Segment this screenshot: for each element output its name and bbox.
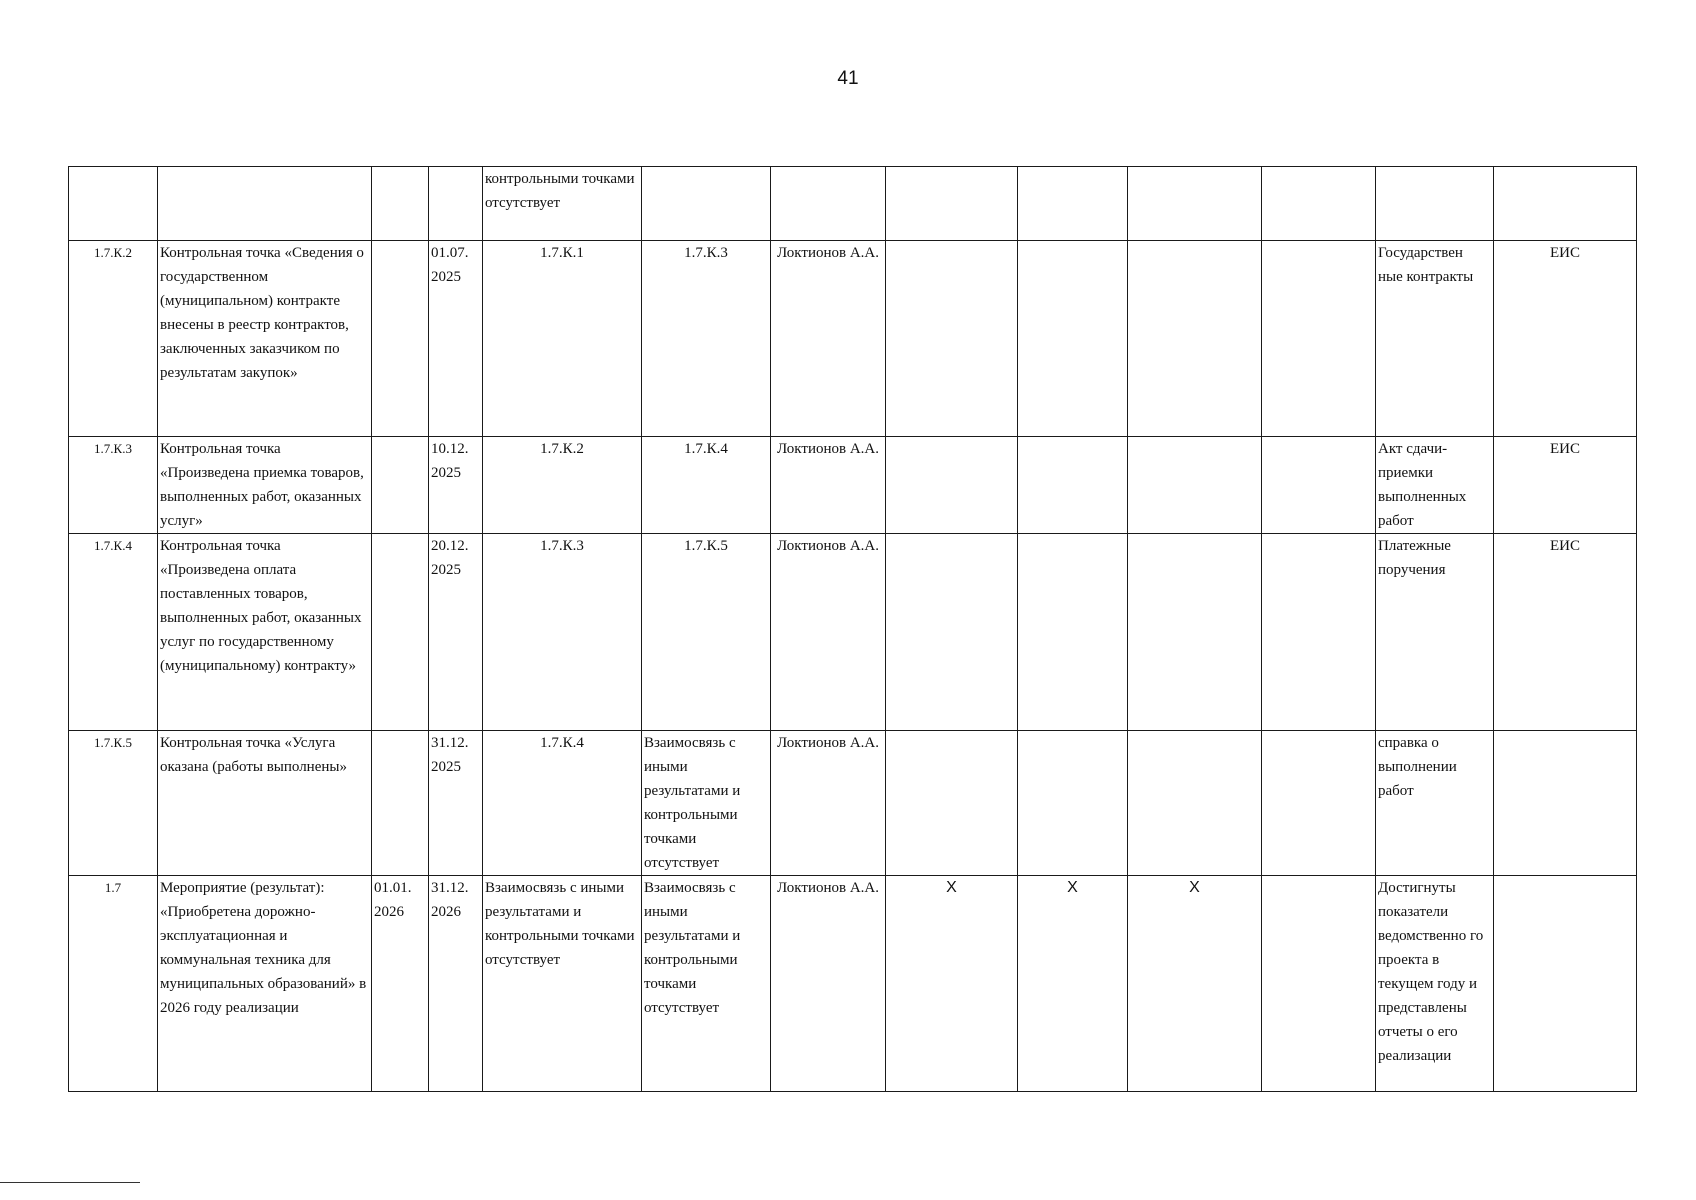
row-name: Контрольная точка «Произведена приемка товаров, выполненных работ, оказанных услуг» [158,437,372,534]
row-name: Мероприятие (результат): «Приобретена дорожно-эксплуатационная и коммунальная техника для муниципальных образований» в 2026 году реализации [158,876,372,1092]
row-document: Государствен ные контракты [1376,241,1494,437]
row-number: 1.7.К.3 [69,437,158,534]
row-predecessor: 1.7.К.3 [483,534,642,731]
row-blank [1262,534,1376,731]
row-name: Контрольная точка «Сведения о государственном (муниципальном) контракте внесены в реестр контрактов, заключенных заказчиком по результатам закупок» [158,241,372,437]
table-row [69,731,1637,876]
row-successor: Взаимосвязь с иными результатами и контрольными точками отсутствует [642,731,771,876]
row-number: 1.7.К.5 [69,731,158,876]
row-mark-3: Х [1128,876,1262,1092]
row-successor: Взаимосвязь с иными результатами и контрольными точками отсутствует [642,876,771,1092]
row-mark-2: Х [1018,876,1128,1092]
row-blank [1262,437,1376,534]
row-start-date: 01.01. 2026 [372,876,429,1092]
row-end-date: 31.12. 2025 [429,731,483,876]
row-start-date [372,437,429,534]
row-responsible: Локтионов А.А. [771,876,886,1092]
row-mark-2 [1018,534,1128,731]
row-document: Платежные поручения [1376,534,1494,731]
row-name: Контрольная точка «Услуга оказана (работы выполнены» [158,731,372,876]
row-document [1376,167,1494,241]
row-blank [1262,876,1376,1092]
row-system [1494,876,1637,1092]
row-predecessor: контрольными точками отсутствует [483,167,642,241]
row-name [158,167,372,241]
row-system: ЕИС [1494,241,1637,437]
row-predecessor: Взаимосвязь с иными результатами и контрольными точками отсутствует [483,876,642,1092]
table-row [69,534,1637,731]
row-end-date [429,167,483,241]
row-mark-1 [886,241,1018,437]
row-start-date [372,534,429,731]
row-mark-2 [1018,731,1128,876]
row-blank [1262,167,1376,241]
row-predecessor: 1.7.К.1 [483,241,642,437]
row-successor [642,167,771,241]
table-row [69,241,1637,437]
row-document: Достигнуты показатели ведомственно го проекта в текущем году и представлены отчеты о его реализации [1376,876,1494,1092]
row-system [1494,167,1637,241]
row-end-date: 20.12. 2025 [429,534,483,731]
row-end-date: 01.07. 2025 [429,241,483,437]
table-row [69,167,1637,241]
row-mark-2 [1018,167,1128,241]
row-predecessor: 1.7.К.4 [483,731,642,876]
control-points-table [68,166,1637,1092]
row-blank [1262,731,1376,876]
row-mark-3 [1128,437,1262,534]
row-mark-1: Х [886,876,1018,1092]
page-number: 41 [837,68,859,89]
row-responsible: Локтионов А.А. [771,731,886,876]
row-mark-2 [1018,241,1128,437]
row-predecessor: 1.7.К.2 [483,437,642,534]
row-number: 1.7.К.2 [69,241,158,437]
row-successor: 1.7.К.3 [642,241,771,437]
row-responsible [771,167,886,241]
row-blank [1262,241,1376,437]
row-responsible: Локтионов А.А. [771,437,886,534]
row-system: ЕИС [1494,437,1637,534]
row-mark-1 [886,534,1018,731]
row-system [1494,731,1637,876]
row-name: Контрольная точка «Произведена оплата поставленных товаров, выполненных работ, оказанных услуг по государственному (муниципальному) контракту» [158,534,372,731]
row-document: Акт сдачи-приемки выполненных работ [1376,437,1494,534]
row-mark-3 [1128,731,1262,876]
row-mark-1 [886,437,1018,534]
row-end-date: 10.12. 2025 [429,437,483,534]
row-mark-1 [886,167,1018,241]
row-number: 1.7 [69,876,158,1092]
row-successor: 1.7.К.4 [642,437,771,534]
row-mark-3 [1128,167,1262,241]
row-start-date [372,731,429,876]
row-document: справка о выполнении работ [1376,731,1494,876]
row-mark-3 [1128,241,1262,437]
footer-rule [0,1182,140,1183]
row-responsible: Локтионов А.А. [771,241,886,437]
row-successor: 1.7.К.5 [642,534,771,731]
row-number [69,167,158,241]
row-system: ЕИС [1494,534,1637,731]
row-end-date: 31.12. 2026 [429,876,483,1092]
table-row [69,876,1637,1092]
row-start-date [372,241,429,437]
table-row [69,437,1637,534]
row-number: 1.7.К.4 [69,534,158,731]
row-start-date [372,167,429,241]
row-mark-3 [1128,534,1262,731]
row-mark-1 [886,731,1018,876]
row-mark-2 [1018,437,1128,534]
row-responsible: Локтионов А.А. [771,534,886,731]
